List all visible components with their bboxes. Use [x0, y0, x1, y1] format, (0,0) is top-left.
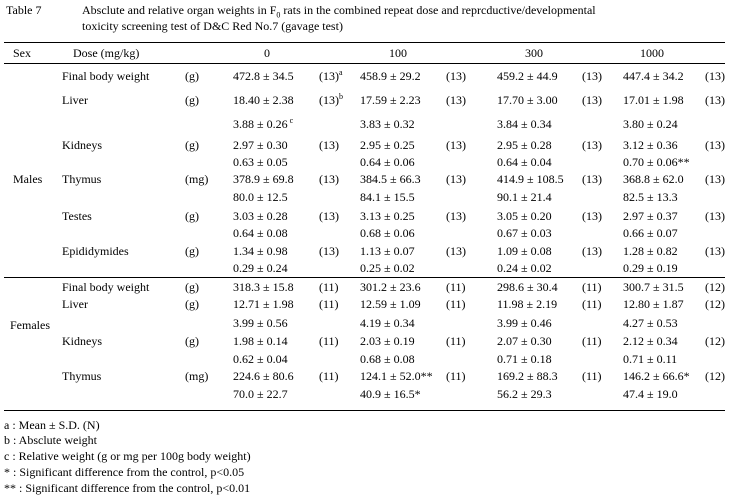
- fem-kid-rel-value-2: 0.71 ± 0.18: [497, 352, 552, 366]
- fem-liver-unit: (g): [185, 297, 199, 311]
- male-tes-rel-value-1: 0.68 ± 0.06: [360, 226, 415, 240]
- male-epi-rel-value-3: 0.29 ± 0.19: [623, 261, 678, 275]
- male-tes-rel-value-0: 0.64 ± 0.08: [233, 226, 288, 240]
- male-liver-unit: (g): [185, 93, 199, 107]
- fem-thy-organ: Thymus: [62, 369, 102, 383]
- male-thy-value-2: 414.9 ± 108.5: [497, 172, 564, 186]
- group-females: Females: [10, 318, 50, 332]
- male-tes-value-2: 3.05 ± 0.20: [497, 209, 552, 223]
- fem-liver-rel-value-2: 3.99 ± 0.46: [497, 316, 552, 330]
- header-dose-300: 300: [525, 46, 543, 60]
- male-kid-value-3: 3.12 ± 0.36: [623, 138, 678, 152]
- male-bw-value-3: 447.4 ± 34.2: [623, 69, 684, 83]
- male-kid-rel-value-2: 0.64 ± 0.04: [497, 155, 552, 169]
- male-kid-n-1: (13): [446, 138, 466, 152]
- fem-kid-value-0: 1.98 ± 0.14: [233, 334, 288, 348]
- fem-bw-value-1: 301.2 ± 23.6: [360, 280, 421, 294]
- fem-bw-unit: (g): [185, 280, 199, 294]
- male-tes-rel-value-3: 0.66 ± 0.07: [623, 226, 678, 240]
- table-caption-line2: toxicity screening test of D&C Red No.7 (gavage test): [82, 19, 343, 33]
- male-liver-n-0: $(13)^b$: [319, 92, 343, 107]
- fem-kid-rel-value-3: 0.71 ± 0.11: [623, 352, 678, 366]
- male-thy-n-2: (13): [582, 172, 602, 186]
- fem-bw-n-3: (12): [705, 280, 725, 294]
- male-epi-rel-value-0: 0.29 ± 0.24: [233, 261, 288, 275]
- male-kid-rel-value-0: 0.63 ± 0.05: [233, 155, 288, 169]
- male-tes-n-3: (13): [705, 209, 725, 223]
- male-liver-value-1: 17.59 ± 2.23: [360, 93, 421, 107]
- male-thy-organ: Thymus: [62, 172, 102, 186]
- fem-kid-n-1: (11): [446, 334, 466, 348]
- fem-bw-value-3: 300.7 ± 31.5: [623, 280, 684, 294]
- caption-line1-post: rats in the combined repeat dose and reprcductive/developmental: [280, 3, 596, 17]
- male-bw-value-2: 459.2 ± 44.9: [497, 69, 558, 83]
- male-thy-value-1: 384.5 ± 66.3: [360, 172, 421, 186]
- male-liver-n-1: (13): [446, 93, 466, 107]
- male-kid-organ: Kidneys: [62, 138, 102, 152]
- male-liver-organ: Liver: [62, 93, 88, 107]
- header-dose-1000: 1000: [640, 46, 664, 60]
- header-dose-100: 100: [389, 46, 407, 60]
- male-liver-n-2: (13): [582, 93, 602, 107]
- fem-kid-rel-value-1: 0.68 ± 0.08: [360, 352, 415, 366]
- fem-liver-n-2: (11): [582, 297, 602, 311]
- male-tes-n-1: (13): [446, 209, 466, 223]
- fem-liver-value-1: 12.59 ± 1.09: [360, 297, 421, 311]
- male-tes-organ: Testes: [62, 209, 92, 223]
- fem-kid-n-0: (11): [319, 334, 339, 348]
- fem-thy-unit: (mg): [185, 369, 209, 383]
- header-rule: [4, 63, 725, 64]
- male-tes-value-0: 3.03 ± 0.28: [233, 209, 288, 223]
- fem-thy-value-1: 124.1 ± 52.0**: [360, 369, 433, 383]
- fem-liver-n-0: (11): [319, 297, 339, 311]
- male-bw-value-1: 458.9 ± 29.2: [360, 69, 421, 83]
- fem-kid-value-2: 2.07 ± 0.30: [497, 334, 552, 348]
- male-tes-rel-value-2: 0.67 ± 0.03: [497, 226, 552, 240]
- caption-line1-subscript: 0: [276, 10, 281, 20]
- male-kid-value-1: 2.95 ± 0.25: [360, 138, 415, 152]
- male-kid-rel-value-1: 0.64 ± 0.06: [360, 155, 415, 169]
- male-bw-organ: Final body weight: [62, 69, 150, 83]
- male-bw-n-2: (13): [582, 69, 602, 83]
- top-rule: [4, 42, 725, 43]
- fem-thy-n-3: (12): [705, 369, 725, 383]
- male-kid-n-3: (13): [705, 138, 725, 152]
- fem-thy-n-2: (11): [582, 369, 602, 383]
- male-thy-rel-value-2: 90.1 ± 21.4: [497, 190, 552, 204]
- caption-line1-pre: Absclute and relative organ weights in F: [82, 3, 277, 17]
- group-males: Males: [13, 172, 43, 186]
- footnote-c: c : Relative weight (g or mg per 100g body weight): [4, 449, 251, 463]
- fem-liver-rel-value-3: 4.27 ± 0.53: [623, 316, 678, 330]
- fem-thy-rel-value-1: 40.9 ± 16.5*: [360, 387, 421, 401]
- fem-liver-n-3: (12): [705, 297, 725, 311]
- male-epi-value-1: 1.13 ± 0.07: [360, 244, 415, 258]
- male-liver-rel-value-2: 3.84 ± 0.34: [497, 117, 552, 131]
- male-liver-value-2: 17.70 ± 3.00: [497, 93, 558, 107]
- fem-liver-value-0: 12.71 ± 1.98: [233, 297, 294, 311]
- fem-kid-n-3: (12): [705, 334, 725, 348]
- fem-thy-rel-value-0: 70.0 ± 22.7: [233, 387, 288, 401]
- male-thy-unit: (mg): [185, 172, 209, 186]
- male-kid-n-2: (13): [582, 138, 602, 152]
- male-liver-value-3: 17.01 ± 1.98: [623, 93, 684, 107]
- male-kid-n-0: (13): [319, 138, 339, 152]
- fem-kid-rel-value-0: 0.62 ± 0.04: [233, 352, 288, 366]
- fem-thy-value-0: 224.6 ± 80.6: [233, 369, 294, 383]
- footnote-a: a : Mean ± S.D. (N): [4, 418, 100, 432]
- fem-liver-n-1: (11): [446, 297, 466, 311]
- fem-kid-n-2: (11): [582, 334, 602, 348]
- male-liver-rel-value-1: 3.83 ± 0.32: [360, 117, 415, 131]
- male-epi-unit: (g): [185, 244, 199, 258]
- fem-bw-n-1: (11): [446, 280, 466, 294]
- fem-liver-value-3: 12.80 ± 1.87: [623, 297, 684, 311]
- footnote-significant-005: * : Significant difference from the control, p<0.05: [4, 465, 245, 479]
- fem-bw-value-2: 298.6 ± 30.4: [497, 280, 558, 294]
- male-thy-value-0: 378.9 ± 69.8: [233, 172, 294, 186]
- fem-liver-rel-value-0: 3.99 ± 0.56: [233, 316, 288, 330]
- fem-bw-n-2: (11): [582, 280, 602, 294]
- male-tes-n-2: (13): [582, 209, 602, 223]
- male-bw-unit: (g): [185, 69, 199, 83]
- male-thy-rel-value-0: 80.0 ± 12.5: [233, 190, 288, 204]
- fem-thy-rel-value-3: 47.4 ± 19.0: [623, 387, 678, 401]
- male-epi-organ: Epididymides: [62, 244, 129, 258]
- male-epi-n-1: (13): [446, 244, 466, 258]
- male-kid-value-0: 2.97 ± 0.30: [233, 138, 288, 152]
- male-thy-n-0: (13): [319, 172, 339, 186]
- fem-thy-rel-value-2: 56.2 ± 29.3: [497, 387, 552, 401]
- header-dose: Dose (mg/kg): [73, 46, 140, 60]
- male-epi-value-0: 1.34 ± 0.98: [233, 244, 288, 258]
- male-thy-n-3: (13): [705, 172, 725, 186]
- male-epi-n-3: (13): [705, 244, 725, 258]
- male-epi-n-0: (13): [319, 244, 339, 258]
- fem-liver-value-2: 11.98 ± 2.19: [497, 297, 558, 311]
- male-thy-value-3: 368.8 ± 62.0: [623, 172, 684, 186]
- male-liver-value-0: 18.40 ± 2.38: [233, 93, 294, 107]
- male-liver-rel-footnote-mark-0: c: [287, 116, 294, 125]
- male-liver-footnote-mark-0: b: [339, 92, 343, 101]
- male-bw-footnote-mark-0: a: [339, 68, 343, 77]
- male-tes-n-0: (13): [319, 209, 339, 223]
- footnote-significant-001: ** : Significant difference from the control, p<0.01: [4, 481, 251, 495]
- male-epi-value-3: 1.28 ± 0.82: [623, 244, 678, 258]
- male-thy-rel-value-3: 82.5 ± 13.3: [623, 190, 678, 204]
- fem-bw-organ: Final body weight: [62, 280, 150, 294]
- fem-bw-value-0: 318.3 ± 15.8: [233, 280, 294, 294]
- bottom-rule: [4, 410, 725, 411]
- fem-thy-value-3: 146.2 ± 66.6*: [623, 369, 690, 383]
- male-tes-value-1: 3.13 ± 0.25: [360, 209, 415, 223]
- male-thy-rel-value-1: 84.1 ± 15.5: [360, 190, 415, 204]
- male-epi-n-2: (13): [582, 244, 602, 258]
- male-bw-value-0: 472.8 ± 34.5: [233, 69, 294, 83]
- fem-thy-n-1: (11): [446, 369, 466, 383]
- table-caption-line1: [82, 3, 596, 20]
- header-dose-0: 0: [264, 46, 270, 60]
- male-bw-n-0: $(13)^a$: [319, 68, 343, 83]
- male-epi-rel-value-2: 0.24 ± 0.02: [497, 261, 552, 275]
- male-kid-unit: (g): [185, 138, 199, 152]
- male-epi-rel-value-1: 0.25 ± 0.02: [360, 261, 415, 275]
- male-tes-unit: (g): [185, 209, 199, 223]
- male-epi-value-2: 1.09 ± 0.08: [497, 244, 552, 258]
- male-kid-rel-value-3: 0.70 ± 0.06**: [623, 155, 690, 169]
- fem-bw-n-0: (11): [319, 280, 339, 294]
- fem-kid-unit: (g): [185, 334, 199, 348]
- fem-kid-value-1: 2.03 ± 0.19: [360, 334, 415, 348]
- header-sex: Sex: [13, 46, 31, 60]
- male-liver-n-3: (13): [705, 93, 725, 107]
- group-rule: [4, 277, 725, 278]
- fem-thy-value-2: 169.2 ± 88.3: [497, 369, 558, 383]
- footnote-b: b : Absclute weight: [4, 433, 97, 447]
- table-label: Table 7: [6, 3, 42, 17]
- male-liver-rel-value-0: 3.88 ± 0.26 $^c$: [233, 116, 294, 131]
- fem-liver-organ: Liver: [62, 297, 88, 311]
- male-bw-n-1: (13): [446, 69, 466, 83]
- male-bw-n-3: (13): [705, 69, 725, 83]
- fem-kid-organ: Kidneys: [62, 334, 102, 348]
- fem-thy-n-0: (11): [319, 369, 339, 383]
- fem-liver-rel-value-1: 4.19 ± 0.34: [360, 316, 415, 330]
- male-liver-rel-value-3: 3.80 ± 0.24: [623, 117, 678, 131]
- male-kid-value-2: 2.95 ± 0.28: [497, 138, 552, 152]
- fem-kid-value-3: 2.12 ± 0.34: [623, 334, 678, 348]
- male-thy-n-1: (13): [446, 172, 466, 186]
- male-tes-value-3: 2.97 ± 0.37: [623, 209, 678, 223]
